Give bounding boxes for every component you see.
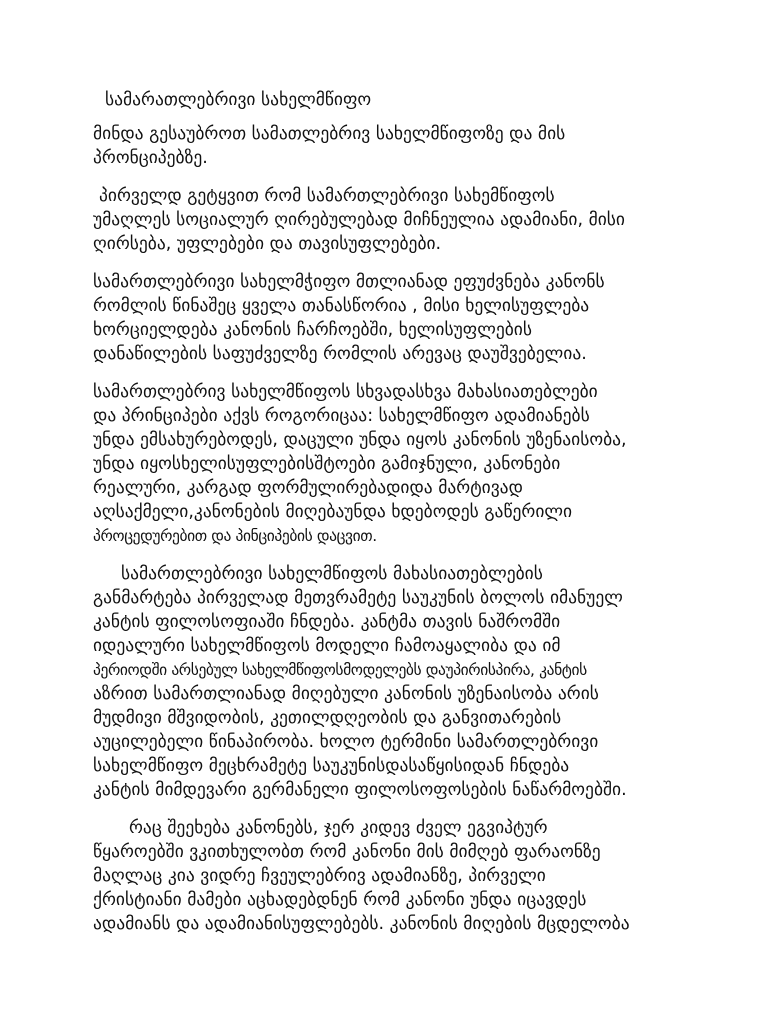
paragraph-5 [93,562,693,802]
text-line: პრონციპებზე. [93,148,208,168]
text-line: კანტის ფილოსოფიაში ჩნდება. კანტმა თავის ნაშრომში [93,612,561,632]
paragraph-1 [93,122,693,170]
text-line: აღსაქმელი,კანონების მიღებაუნდა ხდებოდეს გაწერილი [93,502,573,522]
text-line: მუდმივი მშვიდობის, კეთილდღეობის და განვითარების [93,708,562,728]
text-line: მაღლაც კია ვიდრე ჩვეულებრივ ადამიანზე, პირველი [93,866,546,886]
text-line: ხორციელდება კანონის ჩარჩოებში, ხელისუფლების [93,320,532,340]
paragraph-6 [93,816,693,936]
text-line: წყაროებში ვკითხულობთ რომ კანონი მის მიმღებ ფარაონზე [93,842,601,862]
text-line: პირველდ გეტყვით რომ სამართლებრივი სახემწიფოს [99,186,555,206]
text-line: სამართლებრივ სახელმწიფოს სხვადასხვა მახასიათებლები [93,382,598,402]
text-line: აუცილებელი წინაპირობა. ხოლო ტერმინი სამართლებრივი [93,732,599,752]
text-line: პერიოდში არსებულ სახელმწიფოსმოდელებს დაუპირისპირა, კანტის [93,661,587,679]
text-line: უნდა ემსახურებოდეს, დაცული უნდა იყოს კანონის უზენაისობა, [93,430,627,450]
text-line: სახელმწიფო მეცხრამეტე საუკუნისდასაწყისიდან ჩნდება [93,756,570,776]
document-page [93,88,693,936]
text-line: იდეალური სახელმწიფოს მოდელი ჩამოაყალიბა და იმ [93,636,561,656]
paragraph-4 [93,380,693,548]
text-line: აზრით სამართლიანად მიღებული კანონის უზენაისობა არის [93,684,599,704]
text-line: ქრისტიანი მამები აცხადებდნენ რომ კანონი უნდა იცავდეს [93,890,587,910]
text-line: მინდა გესაუბროთ სამათლებრივ სახელმწიფოზე და მის [93,124,566,144]
text-line: კანტის მიმდევარი გერმანელი ფილოსოფოსების ნაწარმოებში. [93,780,627,800]
text-line: განმარტება პირველად მეთვრამეტე საუკუნის ბოლოს იმანუელ [93,588,623,608]
text-line: ღირსება, უფლებები და თავისუფლებები. [93,234,442,254]
text-line: უმაღლეს სოციალურ ღირებულებად მიჩნეულია ადამიანი, მისი [93,210,625,230]
text-line: პროცედურებით და პინციპების დაცვით. [93,527,377,545]
text-line: ადამიანს და ადამიანისუფლებებს. კანონის მიღების მცდელობა [93,914,630,934]
text-line: რომლის წინაშეც ყველა თანასწორია , მისი ხელისუფლება [93,296,590,316]
document-title: სამარათლებრივი სახელმწიფო [105,90,372,110]
paragraph-3 [93,270,693,366]
text-line: სამართლებრივი სახელმჭიფო მთლიანად ეფუძვნება კანონს [93,272,605,292]
text-line: რაც შეეხება კანონებს, ჯერ კიდევ ძველ ეგვიპტურ [129,818,548,838]
text-line: სამართლებრივი სახელმწიფოს მახასიათებლების [121,564,543,584]
text-line: და პრინციპები აქვს როგორიცაა: სახელმწიფო ადამიანებს [93,406,590,426]
text-line: უნდა იყოსხელისუფლებისშტოები გამიჯნული, კანონები [93,454,561,474]
paragraph-2 [93,184,693,256]
text-line: რეალური, კარგად ფორმულირებადიდა მარტივად [93,478,523,498]
text-line: დანაწილების საფუძველზე რომლის არევაც დაუშვებელია. [93,344,587,364]
